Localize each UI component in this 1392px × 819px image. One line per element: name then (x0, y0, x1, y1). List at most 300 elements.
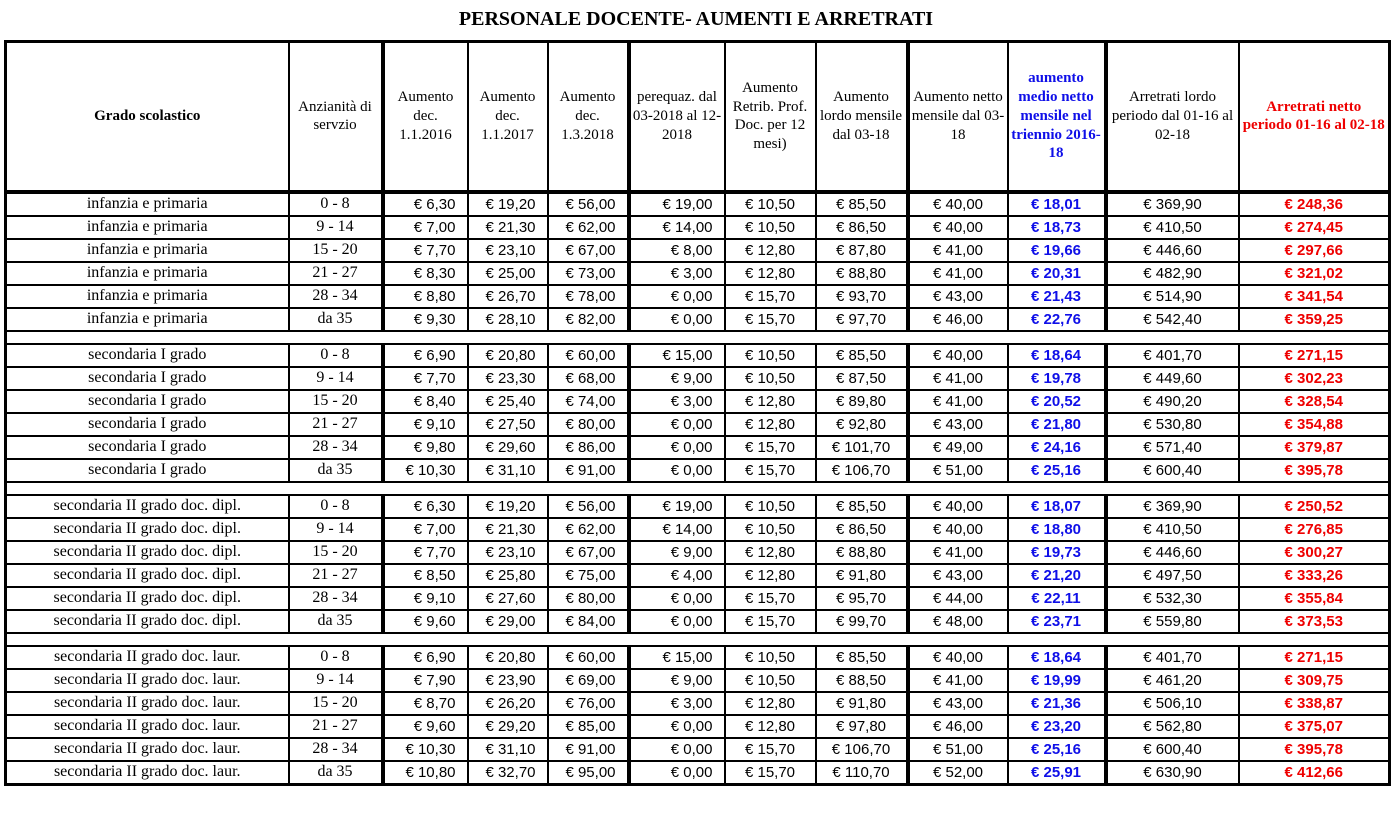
cell-aumento-dec-1-1-2017: € 31,10 (468, 459, 548, 482)
cell-aumento-lordo-mensile-dal-03-18: € 86,50 (816, 518, 908, 541)
cell-aumento-netto-mensile-dal-03-18: € 40,00 (908, 495, 1008, 518)
cell-arretrati-lordo-periodo-01-16-02-18: € 497,50 (1106, 564, 1239, 587)
cell-grado-scolastico: secondaria II grado doc. laur. (6, 669, 289, 692)
cell-aumento-medio-netto-mensile-triennio-2016-18: € 25,91 (1008, 761, 1106, 785)
cell-grado-scolastico: secondaria II grado doc. laur. (6, 692, 289, 715)
cell-aumento-netto-mensile-dal-03-18: € 41,00 (908, 367, 1008, 390)
table-row (6, 459, 1390, 482)
cell-arretrati-lordo-periodo-01-16-02-18: € 571,40 (1106, 436, 1239, 459)
cell-arretrati-netto-periodo-01-16-02-18: € 412,66 (1239, 761, 1390, 785)
cell-aumento-medio-netto-mensile-triennio-2016-18: € 22,11 (1008, 587, 1106, 610)
cell-grado-scolastico: secondaria I grado (6, 459, 289, 482)
cell-arretrati-netto-periodo-01-16-02-18: € 395,78 (1239, 459, 1390, 482)
cell-aumento-dec-1-1-2017: € 25,40 (468, 390, 548, 413)
cell-aumento-dec-1-3-2018: € 82,00 (548, 308, 629, 331)
cell-aumento-dec-1-1-2016: € 6,30 (383, 495, 468, 518)
cell-aumento-dec-1-3-2018: € 62,00 (548, 216, 629, 239)
table-row (6, 587, 1390, 610)
cell-arretrati-netto-periodo-01-16-02-18: € 302,23 (1239, 367, 1390, 390)
cell-aumento-dec-1-3-2018: € 84,00 (548, 610, 629, 633)
cell-arretrati-lordo-periodo-01-16-02-18: € 490,20 (1106, 390, 1239, 413)
cell-aumento-medio-netto-mensile-triennio-2016-18: € 21,20 (1008, 564, 1106, 587)
cell-aumento-retrib-prof-doc-12-mesi: € 15,70 (725, 308, 816, 331)
cell-aumento-medio-netto-mensile-triennio-2016-18: € 18,80 (1008, 518, 1106, 541)
cell-arretrati-lordo-periodo-01-16-02-18: € 532,30 (1106, 587, 1239, 610)
cell-perequaz-dal-03-2018-al-12-2018: € 0,00 (629, 761, 725, 785)
cell-arretrati-lordo-periodo-01-16-02-18: € 369,90 (1106, 495, 1239, 518)
cell-grado-scolastico: secondaria II grado doc. dipl. (6, 564, 289, 587)
cell-aumento-dec-1-3-2018: € 75,00 (548, 564, 629, 587)
cell-aumento-netto-mensile-dal-03-18: € 41,00 (908, 262, 1008, 285)
cell-aumento-lordo-mensile-dal-03-18: € 87,80 (816, 239, 908, 262)
cell-aumento-dec-1-1-2017: € 29,60 (468, 436, 548, 459)
cell-anzianita-di-servizio: 15 - 20 (289, 692, 383, 715)
cell-perequaz-dal-03-2018-al-12-2018: € 0,00 (629, 738, 725, 761)
page-title: PERSONALE DOCENTE- AUMENTI E ARRETRATI (458, 8, 934, 30)
cell-aumento-medio-netto-mensile-triennio-2016-18: € 18,64 (1008, 344, 1106, 367)
cell-anzianita-di-servizio: 0 - 8 (289, 192, 383, 216)
cell-aumento-lordo-mensile-dal-03-18: € 87,50 (816, 367, 908, 390)
cell-aumento-netto-mensile-dal-03-18: € 43,00 (908, 692, 1008, 715)
table-row (6, 192, 1390, 216)
cell-arretrati-netto-periodo-01-16-02-18: € 321,02 (1239, 262, 1390, 285)
cell-aumento-medio-netto-mensile-triennio-2016-18: € 20,52 (1008, 390, 1106, 413)
cell-arretrati-lordo-periodo-01-16-02-18: € 410,50 (1106, 216, 1239, 239)
cell-aumento-medio-netto-mensile-triennio-2016-18: € 18,07 (1008, 495, 1106, 518)
cell-aumento-dec-1-3-2018: € 95,00 (548, 761, 629, 785)
cell-aumento-dec-1-1-2016: € 9,10 (383, 587, 468, 610)
cell-aumento-lordo-mensile-dal-03-18: € 85,50 (816, 646, 908, 669)
cell-aumento-dec-1-1-2017: € 20,80 (468, 344, 548, 367)
cell-aumento-dec-1-1-2016: € 7,70 (383, 367, 468, 390)
table-row (6, 390, 1390, 413)
cell-aumento-medio-netto-mensile-triennio-2016-18: € 18,01 (1008, 192, 1106, 216)
cell-aumento-retrib-prof-doc-12-mesi: € 15,70 (725, 610, 816, 633)
cell-aumento-medio-netto-mensile-triennio-2016-18: € 19,78 (1008, 367, 1106, 390)
cell-aumento-dec-1-1-2016: € 9,80 (383, 436, 468, 459)
cell-arretrati-netto-periodo-01-16-02-18: € 297,66 (1239, 239, 1390, 262)
cell-arretrati-netto-periodo-01-16-02-18: € 328,54 (1239, 390, 1390, 413)
cell-aumento-dec-1-1-2017: € 27,60 (468, 587, 548, 610)
cell-perequaz-dal-03-2018-al-12-2018: € 0,00 (629, 436, 725, 459)
cell-aumento-dec-1-1-2017: € 31,10 (468, 738, 548, 761)
cell-aumento-medio-netto-mensile-triennio-2016-18: € 24,16 (1008, 436, 1106, 459)
cell-arretrati-lordo-periodo-01-16-02-18: € 562,80 (1106, 715, 1239, 738)
cell-anzianita-di-servizio: 0 - 8 (289, 344, 383, 367)
cell-perequaz-dal-03-2018-al-12-2018: € 9,00 (629, 367, 725, 390)
cell-aumento-netto-mensile-dal-03-18: € 40,00 (908, 344, 1008, 367)
cell-aumento-netto-mensile-dal-03-18: € 40,00 (908, 646, 1008, 669)
cell-grado-scolastico: infanzia e primaria (6, 239, 289, 262)
cell-grado-scolastico: secondaria II grado doc. laur. (6, 761, 289, 785)
cell-aumento-dec-1-1-2016: € 9,30 (383, 308, 468, 331)
cell-aumento-retrib-prof-doc-12-mesi: € 12,80 (725, 390, 816, 413)
cell-arretrati-lordo-periodo-01-16-02-18: € 446,60 (1106, 239, 1239, 262)
cell-arretrati-netto-periodo-01-16-02-18: € 354,88 (1239, 413, 1390, 436)
cell-aumento-dec-1-3-2018: € 85,00 (548, 715, 629, 738)
cell-arretrati-netto-periodo-01-16-02-18: € 271,15 (1239, 646, 1390, 669)
table-row (6, 564, 1390, 587)
cell-aumento-dec-1-1-2017: € 21,30 (468, 518, 548, 541)
cell-aumento-dec-1-3-2018: € 86,00 (548, 436, 629, 459)
cell-arretrati-netto-periodo-01-16-02-18: € 309,75 (1239, 669, 1390, 692)
cell-aumento-netto-mensile-dal-03-18: € 46,00 (908, 308, 1008, 331)
cell-arretrati-netto-periodo-01-16-02-18: € 379,87 (1239, 436, 1390, 459)
cell-aumento-retrib-prof-doc-12-mesi: € 10,50 (725, 344, 816, 367)
cell-aumento-medio-netto-mensile-triennio-2016-18: € 23,71 (1008, 610, 1106, 633)
cell-aumento-lordo-mensile-dal-03-18: € 106,70 (816, 459, 908, 482)
table-row (6, 518, 1390, 541)
table-row (6, 669, 1390, 692)
cell-aumento-dec-1-1-2016: € 8,50 (383, 564, 468, 587)
cell-aumento-retrib-prof-doc-12-mesi: € 15,70 (725, 738, 816, 761)
cell-anzianita-di-servizio: da 35 (289, 459, 383, 482)
cell-aumento-dec-1-1-2016: € 9,10 (383, 413, 468, 436)
cell-aumento-medio-netto-mensile-triennio-2016-18: € 21,80 (1008, 413, 1106, 436)
column-header-perequaz-dal-03-2018-al-12-2018: perequaz. dal 03-2018 al 12-2018 (629, 42, 725, 192)
cell-aumento-dec-1-1-2017: € 26,20 (468, 692, 548, 715)
cell-anzianita-di-servizio: 9 - 14 (289, 216, 383, 239)
cell-anzianita-di-servizio: 9 - 14 (289, 669, 383, 692)
cell-grado-scolastico: secondaria II grado doc. laur. (6, 646, 289, 669)
cell-aumento-lordo-mensile-dal-03-18: € 88,80 (816, 262, 908, 285)
cell-aumento-netto-mensile-dal-03-18: € 43,00 (908, 564, 1008, 587)
cell-anzianita-di-servizio: 0 - 8 (289, 495, 383, 518)
cell-aumento-dec-1-1-2016: € 8,70 (383, 692, 468, 715)
cell-anzianita-di-servizio: 21 - 27 (289, 564, 383, 587)
cell-aumento-dec-1-3-2018: € 68,00 (548, 367, 629, 390)
cell-aumento-dec-1-1-2017: € 19,20 (468, 192, 548, 216)
cell-aumento-retrib-prof-doc-12-mesi: € 12,80 (725, 715, 816, 738)
cell-aumento-dec-1-1-2017: € 26,70 (468, 285, 548, 308)
table-row (6, 413, 1390, 436)
cell-perequaz-dal-03-2018-al-12-2018: € 0,00 (629, 308, 725, 331)
cell-anzianita-di-servizio: da 35 (289, 761, 383, 785)
cell-aumento-lordo-mensile-dal-03-18: € 97,80 (816, 715, 908, 738)
cell-aumento-lordo-mensile-dal-03-18: € 91,80 (816, 564, 908, 587)
cell-arretrati-netto-periodo-01-16-02-18: € 300,27 (1239, 541, 1390, 564)
cell-aumento-lordo-mensile-dal-03-18: € 97,70 (816, 308, 908, 331)
cell-perequaz-dal-03-2018-al-12-2018: € 3,00 (629, 262, 725, 285)
table-row (6, 646, 1390, 669)
cell-aumento-dec-1-1-2017: € 23,10 (468, 239, 548, 262)
cell-aumento-retrib-prof-doc-12-mesi: € 12,80 (725, 692, 816, 715)
cell-aumento-retrib-prof-doc-12-mesi: € 10,50 (725, 646, 816, 669)
cell-arretrati-netto-periodo-01-16-02-18: € 338,87 (1239, 692, 1390, 715)
cell-aumento-netto-mensile-dal-03-18: € 48,00 (908, 610, 1008, 633)
table-row (6, 715, 1390, 738)
cell-aumento-dec-1-1-2016: € 7,70 (383, 541, 468, 564)
cell-anzianita-di-servizio: 28 - 34 (289, 285, 383, 308)
cell-aumento-medio-netto-mensile-triennio-2016-18: € 21,36 (1008, 692, 1106, 715)
cell-grado-scolastico: secondaria I grado (6, 367, 289, 390)
cell-aumento-lordo-mensile-dal-03-18: € 106,70 (816, 738, 908, 761)
header-row (6, 42, 1390, 192)
column-header-anzianita-di-servizio: Anzianità di servzio (289, 42, 383, 192)
cell-aumento-netto-mensile-dal-03-18: € 40,00 (908, 216, 1008, 239)
cell-arretrati-lordo-periodo-01-16-02-18: € 449,60 (1106, 367, 1239, 390)
cell-grado-scolastico: infanzia e primaria (6, 192, 289, 216)
cell-grado-scolastico: secondaria I grado (6, 390, 289, 413)
table-body (6, 192, 1390, 785)
table-row (6, 738, 1390, 761)
cell-aumento-medio-netto-mensile-triennio-2016-18: € 25,16 (1008, 459, 1106, 482)
cell-perequaz-dal-03-2018-al-12-2018: € 15,00 (629, 344, 725, 367)
cell-aumento-dec-1-1-2016: € 6,90 (383, 344, 468, 367)
table-row (6, 761, 1390, 785)
table-row (6, 239, 1390, 262)
cell-anzianita-di-servizio: da 35 (289, 308, 383, 331)
cell-aumento-lordo-mensile-dal-03-18: € 101,70 (816, 436, 908, 459)
cell-perequaz-dal-03-2018-al-12-2018: € 0,00 (629, 715, 725, 738)
cell-arretrati-lordo-periodo-01-16-02-18: € 600,40 (1106, 459, 1239, 482)
cell-aumento-dec-1-1-2016: € 9,60 (383, 610, 468, 633)
cell-aumento-lordo-mensile-dal-03-18: € 88,50 (816, 669, 908, 692)
cell-aumento-dec-1-3-2018: € 80,00 (548, 587, 629, 610)
cell-grado-scolastico: secondaria II grado doc. dipl. (6, 587, 289, 610)
cell-aumento-retrib-prof-doc-12-mesi: € 15,70 (725, 285, 816, 308)
cell-aumento-dec-1-3-2018: € 74,00 (548, 390, 629, 413)
cell-anzianita-di-servizio: da 35 (289, 610, 383, 633)
cell-aumento-netto-mensile-dal-03-18: € 41,00 (908, 239, 1008, 262)
cell-arretrati-netto-periodo-01-16-02-18: € 271,15 (1239, 344, 1390, 367)
cell-grado-scolastico: infanzia e primaria (6, 285, 289, 308)
cell-aumento-medio-netto-mensile-triennio-2016-18: € 19,66 (1008, 239, 1106, 262)
cell-aumento-dec-1-3-2018: € 67,00 (548, 239, 629, 262)
cell-anzianita-di-servizio: 0 - 8 (289, 646, 383, 669)
column-header-aumento-lordo-mensile-dal-03-18: Aumento lordo mensile dal 03-18 (816, 42, 908, 192)
cell-aumento-retrib-prof-doc-12-mesi: € 12,80 (725, 564, 816, 587)
cell-aumento-lordo-mensile-dal-03-18: € 110,70 (816, 761, 908, 785)
cell-aumento-netto-mensile-dal-03-18: € 51,00 (908, 459, 1008, 482)
table-row (6, 692, 1390, 715)
cell-aumento-dec-1-1-2016: € 7,90 (383, 669, 468, 692)
cell-aumento-netto-mensile-dal-03-18: € 44,00 (908, 587, 1008, 610)
cell-perequaz-dal-03-2018-al-12-2018: € 0,00 (629, 587, 725, 610)
cell-perequaz-dal-03-2018-al-12-2018: € 9,00 (629, 669, 725, 692)
cell-grado-scolastico: infanzia e primaria (6, 262, 289, 285)
cell-aumento-dec-1-3-2018: € 78,00 (548, 285, 629, 308)
cell-perequaz-dal-03-2018-al-12-2018: € 4,00 (629, 564, 725, 587)
cell-anzianita-di-servizio: 28 - 34 (289, 587, 383, 610)
cell-perequaz-dal-03-2018-al-12-2018: € 14,00 (629, 518, 725, 541)
cell-arretrati-netto-periodo-01-16-02-18: € 395,78 (1239, 738, 1390, 761)
table-row (6, 344, 1390, 367)
cell-grado-scolastico: secondaria II grado doc. dipl. (6, 610, 289, 633)
group-spacer-row (6, 331, 1390, 344)
cell-aumento-netto-mensile-dal-03-18: € 41,00 (908, 541, 1008, 564)
cell-aumento-dec-1-1-2016: € 8,80 (383, 285, 468, 308)
cell-aumento-dec-1-3-2018: € 60,00 (548, 344, 629, 367)
cell-arretrati-lordo-periodo-01-16-02-18: € 446,60 (1106, 541, 1239, 564)
cell-grado-scolastico: secondaria II grado doc. dipl. (6, 541, 289, 564)
column-header-aumento-retrib-prof-doc-12-mesi: Aumento Retrib. Prof. Doc. per 12 mesi) (725, 42, 816, 192)
cell-aumento-lordo-mensile-dal-03-18: € 92,80 (816, 413, 908, 436)
cell-aumento-medio-netto-mensile-triennio-2016-18: € 23,20 (1008, 715, 1106, 738)
cell-aumento-dec-1-1-2017: € 27,50 (468, 413, 548, 436)
cell-aumento-retrib-prof-doc-12-mesi: € 10,50 (725, 669, 816, 692)
cell-aumento-dec-1-1-2016: € 10,80 (383, 761, 468, 785)
cell-arretrati-lordo-periodo-01-16-02-18: € 514,90 (1106, 285, 1239, 308)
cell-aumento-dec-1-1-2016: € 7,00 (383, 216, 468, 239)
cell-perequaz-dal-03-2018-al-12-2018: € 0,00 (629, 285, 725, 308)
cell-aumento-medio-netto-mensile-triennio-2016-18: € 18,73 (1008, 216, 1106, 239)
group-spacer-row (6, 633, 1390, 646)
cell-arretrati-netto-periodo-01-16-02-18: € 248,36 (1239, 192, 1390, 216)
table-row (6, 367, 1390, 390)
cell-arretrati-lordo-periodo-01-16-02-18: € 482,90 (1106, 262, 1239, 285)
column-header-arretrati-lordo-periodo-01-16-02-18: Arretrati lordo periodo dal 01-16 al 02-18 (1106, 42, 1239, 192)
cell-aumento-dec-1-3-2018: € 80,00 (548, 413, 629, 436)
cell-arretrati-lordo-periodo-01-16-02-18: € 410,50 (1106, 518, 1239, 541)
cell-grado-scolastico: infanzia e primaria (6, 216, 289, 239)
table-row (6, 610, 1390, 633)
cell-aumento-retrib-prof-doc-12-mesi: € 15,70 (725, 761, 816, 785)
cell-aumento-lordo-mensile-dal-03-18: € 95,70 (816, 587, 908, 610)
cell-aumento-dec-1-3-2018: € 76,00 (548, 692, 629, 715)
cell-aumento-dec-1-3-2018: € 69,00 (548, 669, 629, 692)
group-spacer-cell (6, 331, 1390, 344)
cell-aumento-dec-1-3-2018: € 62,00 (548, 518, 629, 541)
column-header-aumento-dec-1-3-2018: Aumento dec. 1.3.2018 (548, 42, 629, 192)
cell-aumento-medio-netto-mensile-triennio-2016-18: € 22,76 (1008, 308, 1106, 331)
cell-aumento-dec-1-1-2016: € 6,90 (383, 646, 468, 669)
cell-perequaz-dal-03-2018-al-12-2018: € 9,00 (629, 541, 725, 564)
cell-aumento-dec-1-1-2016: € 10,30 (383, 738, 468, 761)
table-row (6, 495, 1390, 518)
cell-aumento-dec-1-1-2016: € 9,60 (383, 715, 468, 738)
cell-arretrati-lordo-periodo-01-16-02-18: € 401,70 (1106, 646, 1239, 669)
column-header-aumento-dec-1-1-2016: Aumento dec. 1.1.2016 (383, 42, 468, 192)
cell-aumento-retrib-prof-doc-12-mesi: € 10,50 (725, 518, 816, 541)
cell-perequaz-dal-03-2018-al-12-2018: € 19,00 (629, 192, 725, 216)
cell-grado-scolastico: secondaria I grado (6, 344, 289, 367)
cell-aumento-dec-1-1-2017: € 32,70 (468, 761, 548, 785)
cell-arretrati-lordo-periodo-01-16-02-18: € 530,80 (1106, 413, 1239, 436)
cell-arretrati-lordo-periodo-01-16-02-18: € 600,40 (1106, 738, 1239, 761)
cell-perequaz-dal-03-2018-al-12-2018: € 8,00 (629, 239, 725, 262)
column-header-aumento-medio-netto-mensile-triennio-2016-18: aumento medio netto mensile nel triennio 2016-18 (1008, 42, 1106, 192)
table-row (6, 308, 1390, 331)
cell-perequaz-dal-03-2018-al-12-2018: € 15,00 (629, 646, 725, 669)
column-header-aumento-dec-1-1-2017: Aumento dec. 1.1.2017 (468, 42, 548, 192)
cell-aumento-dec-1-1-2017: € 23,90 (468, 669, 548, 692)
cell-aumento-dec-1-1-2016: € 8,30 (383, 262, 468, 285)
group-spacer-row (6, 482, 1390, 495)
cell-aumento-dec-1-1-2017: € 23,30 (468, 367, 548, 390)
salary-table (4, 40, 1391, 786)
cell-anzianita-di-servizio: 21 - 27 (289, 413, 383, 436)
cell-arretrati-netto-periodo-01-16-02-18: € 341,54 (1239, 285, 1390, 308)
cell-arretrati-lordo-periodo-01-16-02-18: € 559,80 (1106, 610, 1239, 633)
cell-aumento-netto-mensile-dal-03-18: € 40,00 (908, 518, 1008, 541)
cell-aumento-retrib-prof-doc-12-mesi: € 12,80 (725, 262, 816, 285)
cell-aumento-dec-1-1-2017: € 25,00 (468, 262, 548, 285)
cell-aumento-retrib-prof-doc-12-mesi: € 12,80 (725, 413, 816, 436)
cell-arretrati-lordo-periodo-01-16-02-18: € 461,20 (1106, 669, 1239, 692)
cell-anzianita-di-servizio: 15 - 20 (289, 541, 383, 564)
cell-aumento-retrib-prof-doc-12-mesi: € 10,50 (725, 367, 816, 390)
cell-anzianita-di-servizio: 28 - 34 (289, 436, 383, 459)
cell-aumento-lordo-mensile-dal-03-18: € 99,70 (816, 610, 908, 633)
cell-aumento-retrib-prof-doc-12-mesi: € 12,80 (725, 239, 816, 262)
table-row (6, 262, 1390, 285)
cell-anzianita-di-servizio: 15 - 20 (289, 239, 383, 262)
group-spacer-cell (6, 482, 1390, 495)
column-header-arretrati-netto-periodo-01-16-02-18: Arretrati netto periodo 01-16 al 02-18 (1239, 42, 1390, 192)
cell-aumento-dec-1-1-2017: € 21,30 (468, 216, 548, 239)
cell-arretrati-lordo-periodo-01-16-02-18: € 401,70 (1106, 344, 1239, 367)
cell-aumento-lordo-mensile-dal-03-18: € 93,70 (816, 285, 908, 308)
cell-aumento-medio-netto-mensile-triennio-2016-18: € 21,43 (1008, 285, 1106, 308)
cell-grado-scolastico: infanzia e primaria (6, 308, 289, 331)
cell-aumento-dec-1-3-2018: € 60,00 (548, 646, 629, 669)
cell-aumento-dec-1-3-2018: € 56,00 (548, 495, 629, 518)
cell-arretrati-netto-periodo-01-16-02-18: € 373,53 (1239, 610, 1390, 633)
cell-aumento-netto-mensile-dal-03-18: € 40,00 (908, 192, 1008, 216)
cell-aumento-dec-1-1-2017: € 19,20 (468, 495, 548, 518)
cell-anzianita-di-servizio: 15 - 20 (289, 390, 383, 413)
cell-aumento-retrib-prof-doc-12-mesi: € 15,70 (725, 436, 816, 459)
group-spacer-cell (6, 633, 1390, 646)
cell-grado-scolastico: secondaria II grado doc. laur. (6, 738, 289, 761)
cell-perequaz-dal-03-2018-al-12-2018: € 0,00 (629, 459, 725, 482)
cell-arretrati-netto-periodo-01-16-02-18: € 355,84 (1239, 587, 1390, 610)
cell-aumento-dec-1-1-2017: € 29,20 (468, 715, 548, 738)
cell-aumento-netto-mensile-dal-03-18: € 46,00 (908, 715, 1008, 738)
cell-aumento-dec-1-1-2017: € 29,00 (468, 610, 548, 633)
cell-aumento-netto-mensile-dal-03-18: € 52,00 (908, 761, 1008, 785)
cell-aumento-dec-1-1-2016: € 10,30 (383, 459, 468, 482)
cell-aumento-retrib-prof-doc-12-mesi: € 12,80 (725, 541, 816, 564)
cell-aumento-medio-netto-mensile-triennio-2016-18: € 25,16 (1008, 738, 1106, 761)
cell-arretrati-netto-periodo-01-16-02-18: € 250,52 (1239, 495, 1390, 518)
cell-aumento-dec-1-1-2016: € 6,30 (383, 192, 468, 216)
cell-aumento-lordo-mensile-dal-03-18: € 88,80 (816, 541, 908, 564)
cell-arretrati-netto-periodo-01-16-02-18: € 274,45 (1239, 216, 1390, 239)
cell-aumento-lordo-mensile-dal-03-18: € 85,50 (816, 344, 908, 367)
cell-arretrati-lordo-periodo-01-16-02-18: € 542,40 (1106, 308, 1239, 331)
cell-aumento-netto-mensile-dal-03-18: € 43,00 (908, 413, 1008, 436)
cell-grado-scolastico: secondaria II grado doc. laur. (6, 715, 289, 738)
cell-aumento-dec-1-3-2018: € 91,00 (548, 459, 629, 482)
cell-aumento-lordo-mensile-dal-03-18: € 89,80 (816, 390, 908, 413)
cell-aumento-dec-1-1-2017: € 23,10 (468, 541, 548, 564)
cell-grado-scolastico: secondaria I grado (6, 436, 289, 459)
cell-aumento-netto-mensile-dal-03-18: € 41,00 (908, 669, 1008, 692)
cell-anzianita-di-servizio: 28 - 34 (289, 738, 383, 761)
cell-grado-scolastico: secondaria I grado (6, 413, 289, 436)
cell-aumento-retrib-prof-doc-12-mesi: € 15,70 (725, 459, 816, 482)
cell-aumento-dec-1-1-2017: € 28,10 (468, 308, 548, 331)
cell-aumento-netto-mensile-dal-03-18: € 41,00 (908, 390, 1008, 413)
cell-perequaz-dal-03-2018-al-12-2018: € 19,00 (629, 495, 725, 518)
cell-aumento-lordo-mensile-dal-03-18: € 86,50 (816, 216, 908, 239)
cell-perequaz-dal-03-2018-al-12-2018: € 0,00 (629, 413, 725, 436)
cell-aumento-medio-netto-mensile-triennio-2016-18: € 20,31 (1008, 262, 1106, 285)
cell-arretrati-netto-periodo-01-16-02-18: € 333,26 (1239, 564, 1390, 587)
cell-aumento-dec-1-3-2018: € 67,00 (548, 541, 629, 564)
cell-arretrati-netto-periodo-01-16-02-18: € 359,25 (1239, 308, 1390, 331)
table-row (6, 285, 1390, 308)
cell-arretrati-netto-periodo-01-16-02-18: € 375,07 (1239, 715, 1390, 738)
cell-anzianita-di-servizio: 21 - 27 (289, 715, 383, 738)
cell-aumento-medio-netto-mensile-triennio-2016-18: € 19,99 (1008, 669, 1106, 692)
cell-grado-scolastico: secondaria II grado doc. dipl. (6, 495, 289, 518)
cell-arretrati-lordo-periodo-01-16-02-18: € 506,10 (1106, 692, 1239, 715)
cell-arretrati-netto-periodo-01-16-02-18: € 276,85 (1239, 518, 1390, 541)
cell-aumento-dec-1-3-2018: € 56,00 (548, 192, 629, 216)
